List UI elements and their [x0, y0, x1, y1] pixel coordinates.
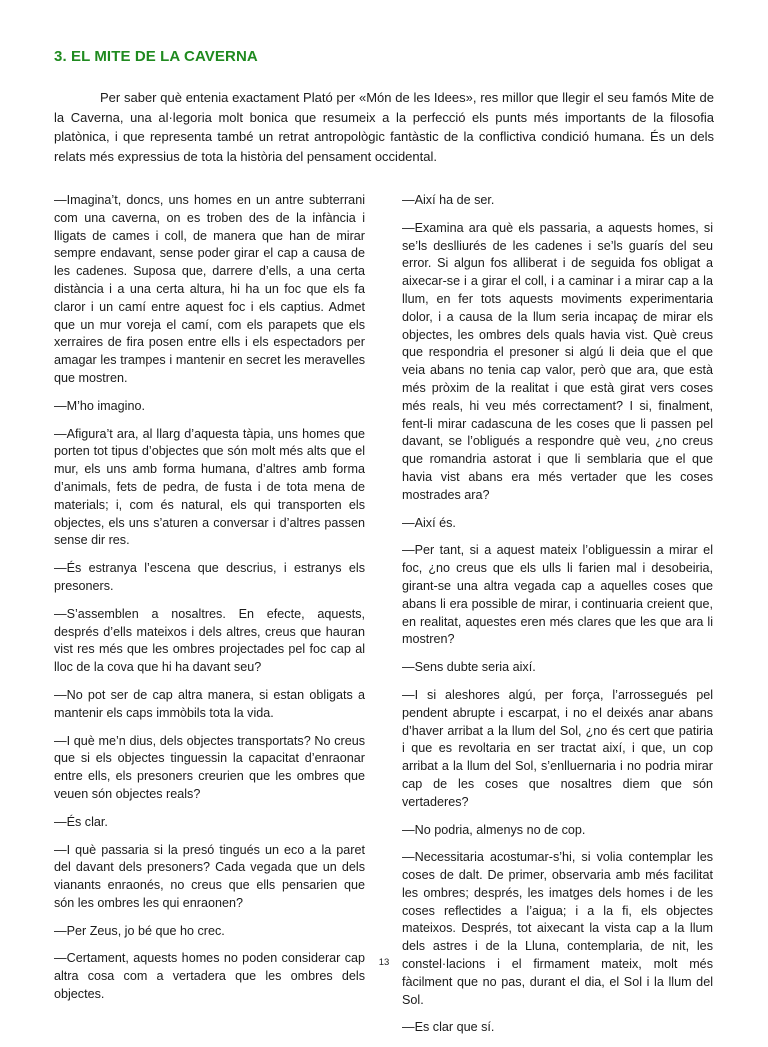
dialogue-paragraph: —Imagina’t, doncs, uns homes en un antre subterrani com una caverna, on es troben des de la infància i lligats de cames i coll, de manera que han de mirar sempre endavant, sense poder girar el cap a causa de les cadenes. Suposa que, darrere d’ells, a una certa distància i a una certa altura, hi ha un foc que els fa claror i un camí entre aquest foc i els captius. Admet que un mur voreja el camí, com els parapets que els xerraires de fira posen entre ells i els espectadors per amagar les trampes i mantenir en secret les meravelles que mostren.	[54, 193, 365, 385]
dialogue-paragraph: —No podria, almenys no de cop.	[402, 822, 586, 837]
dialogue-paragraph: —Sens dubte seria així.	[402, 660, 536, 675]
dialogue-paragraph: —M’ho imagino.	[54, 398, 145, 413]
dialogue-paragraph: —Així és.	[402, 515, 456, 530]
dialogue-paragraph: —Per Zeus, jo bé que ho crec.	[54, 923, 225, 938]
dialogue-paragraph: —Així ha de ser.	[402, 193, 495, 207]
dialogue-paragraph: —Per tant, si a aquest mateix l’obliguessin a mirar el foc, ¿no creus que els ulls li farien mal i desobeiria, girant-se una altra vegada cap a aquelles coses que abans li era possible de mirar, i continuaria creient que, en realitat, aquestes eren més clares que les que ara li mostren?	[402, 543, 713, 647]
dialogue-paragraph: —S’assemblen a nosaltres. En efecte, aquests, després d’ells mateixos i dels altres, creus que hauran vist res més que les ombres projectades pel foc cap al lloc de la cova que hi ha davant seu?	[54, 606, 365, 675]
dialogue-paragraph: —Examina ara què els passaria, a aquests homes, si se’ls deslliurés de les cadenes i se’ls guarís del seu error. Si algun fos alliberat i de seguida fos obligat a aixecar-se i a girar el coll, i a caminar i a mirar cap a la llum, en fer tots aquests moviments experimentaria dolor, i a causa de la llum seria incapaç de mirar els objectes, les ombres dels quals havia vist. Què creus que respondria el presoner si algú li deia que el que veia abans no tenia cap valor, però que ara, que està més pròxim de la realitat i que està girat vers coses més reals, hi veu més correctament? I si, finalment, fent-li mirar cadascuna de les coses que li passen pel davant, se l’obligués a respondre què veu, ¿no creus que romandria astorat i que li semblaria que el que havia vist abans era més vertader que les coses mostrades ara?	[402, 220, 713, 502]
dialogue-paragraph: —Afigura’t ara, al llarg d’aquesta tàpia, uns homes que porten tot tipus d’objectes que són molt més alts que el mur, els uns amb forma humana, d’altres amb forma d’animals, fets de pedra, de fusta i de tota mena de materials; i, com és natural, els qui transporten els objectes, els uns s’aturen a conversar i d’altres passen sense dir res.	[54, 426, 365, 548]
dialogue-paragraph: —I què me’n dius, dels objectes transportats? No creus que si els objectes tinguessin la capacitat d’enraonar entre ells, els presoners creurien que les ombres que veuen són objectes reals?	[54, 733, 365, 801]
dialogue-paragraph: —I què passaria si la presó tingués un eco a la paret del davant dels presoners? Cada vegada que un dels vianants enraonés, no creus que ells pensarien que són les ombres les qui enraonen?	[54, 842, 365, 910]
dialogue-paragraph: —És clar.	[54, 814, 108, 829]
page-number: 13	[378, 957, 390, 968]
dialogue-paragraph: —No pot ser de cap altra manera, si estan obligats a mantenir els caps immòbils tota la vida.	[54, 687, 365, 720]
section-title: 3. EL MITE DE LA CAVERNA	[54, 48, 258, 65]
dialogue-paragraph: —Certament, aquests homes no poden considerar cap altra cosa com a vertadera que les ombres dels objectes.	[54, 951, 365, 1002]
left-column	[54, 192, 365, 1014]
right-column	[402, 192, 713, 1047]
intro-paragraph: Per saber què entenia exactament Plató per «Món de les Idees», res millor que llegir el seu famós Mite de la Caverna, una al·legoria molt bonica que resumeix a la perfecció els punts més importants de la filosofia platònica, i que representa també un retrat antropològic fantàstic de la conflictiva condició humana. És un dels relats més expressius de tota la història del pensament occidental.	[54, 90, 714, 164]
dialogue-paragraph: —Necessitaria acostumar-s’hi, si volia contemplar les coses de dalt. De primer, observaria amb més facilitat les ombres; després, les imatges dels homes i de les coses reflectides a l’aigua; i a la fi, els objectes mateixos. Després, tot aixecant la vista cap a la llum dels astres i de la Lluna, contemplaria, de nit, les constel·lacions i el firmament mateix, molt més fàcilment que no pas, durant el dia, el Sol i la llum del Sol.	[402, 850, 713, 1007]
dialogue-paragraph: —I si aleshores algú, per força, l’arrossegués pel pendent abrupte i escarpat, i no el deixés anar abans d’haver arribat a la llum del Sol, ¿no és cert que patiria i que es revoltaria en ser tractat així, i que, un cop arribat a la llum del Sol, s’enlluernaria i no podria mirar cap de les coses que nosaltres diem que són vertaderes?	[402, 687, 713, 809]
dialogue-paragraph: —És estranya l’escena que descrius, i estranys els presoners.	[54, 561, 365, 593]
dialogue-paragraph: —Es clar que sí.	[402, 1020, 495, 1035]
